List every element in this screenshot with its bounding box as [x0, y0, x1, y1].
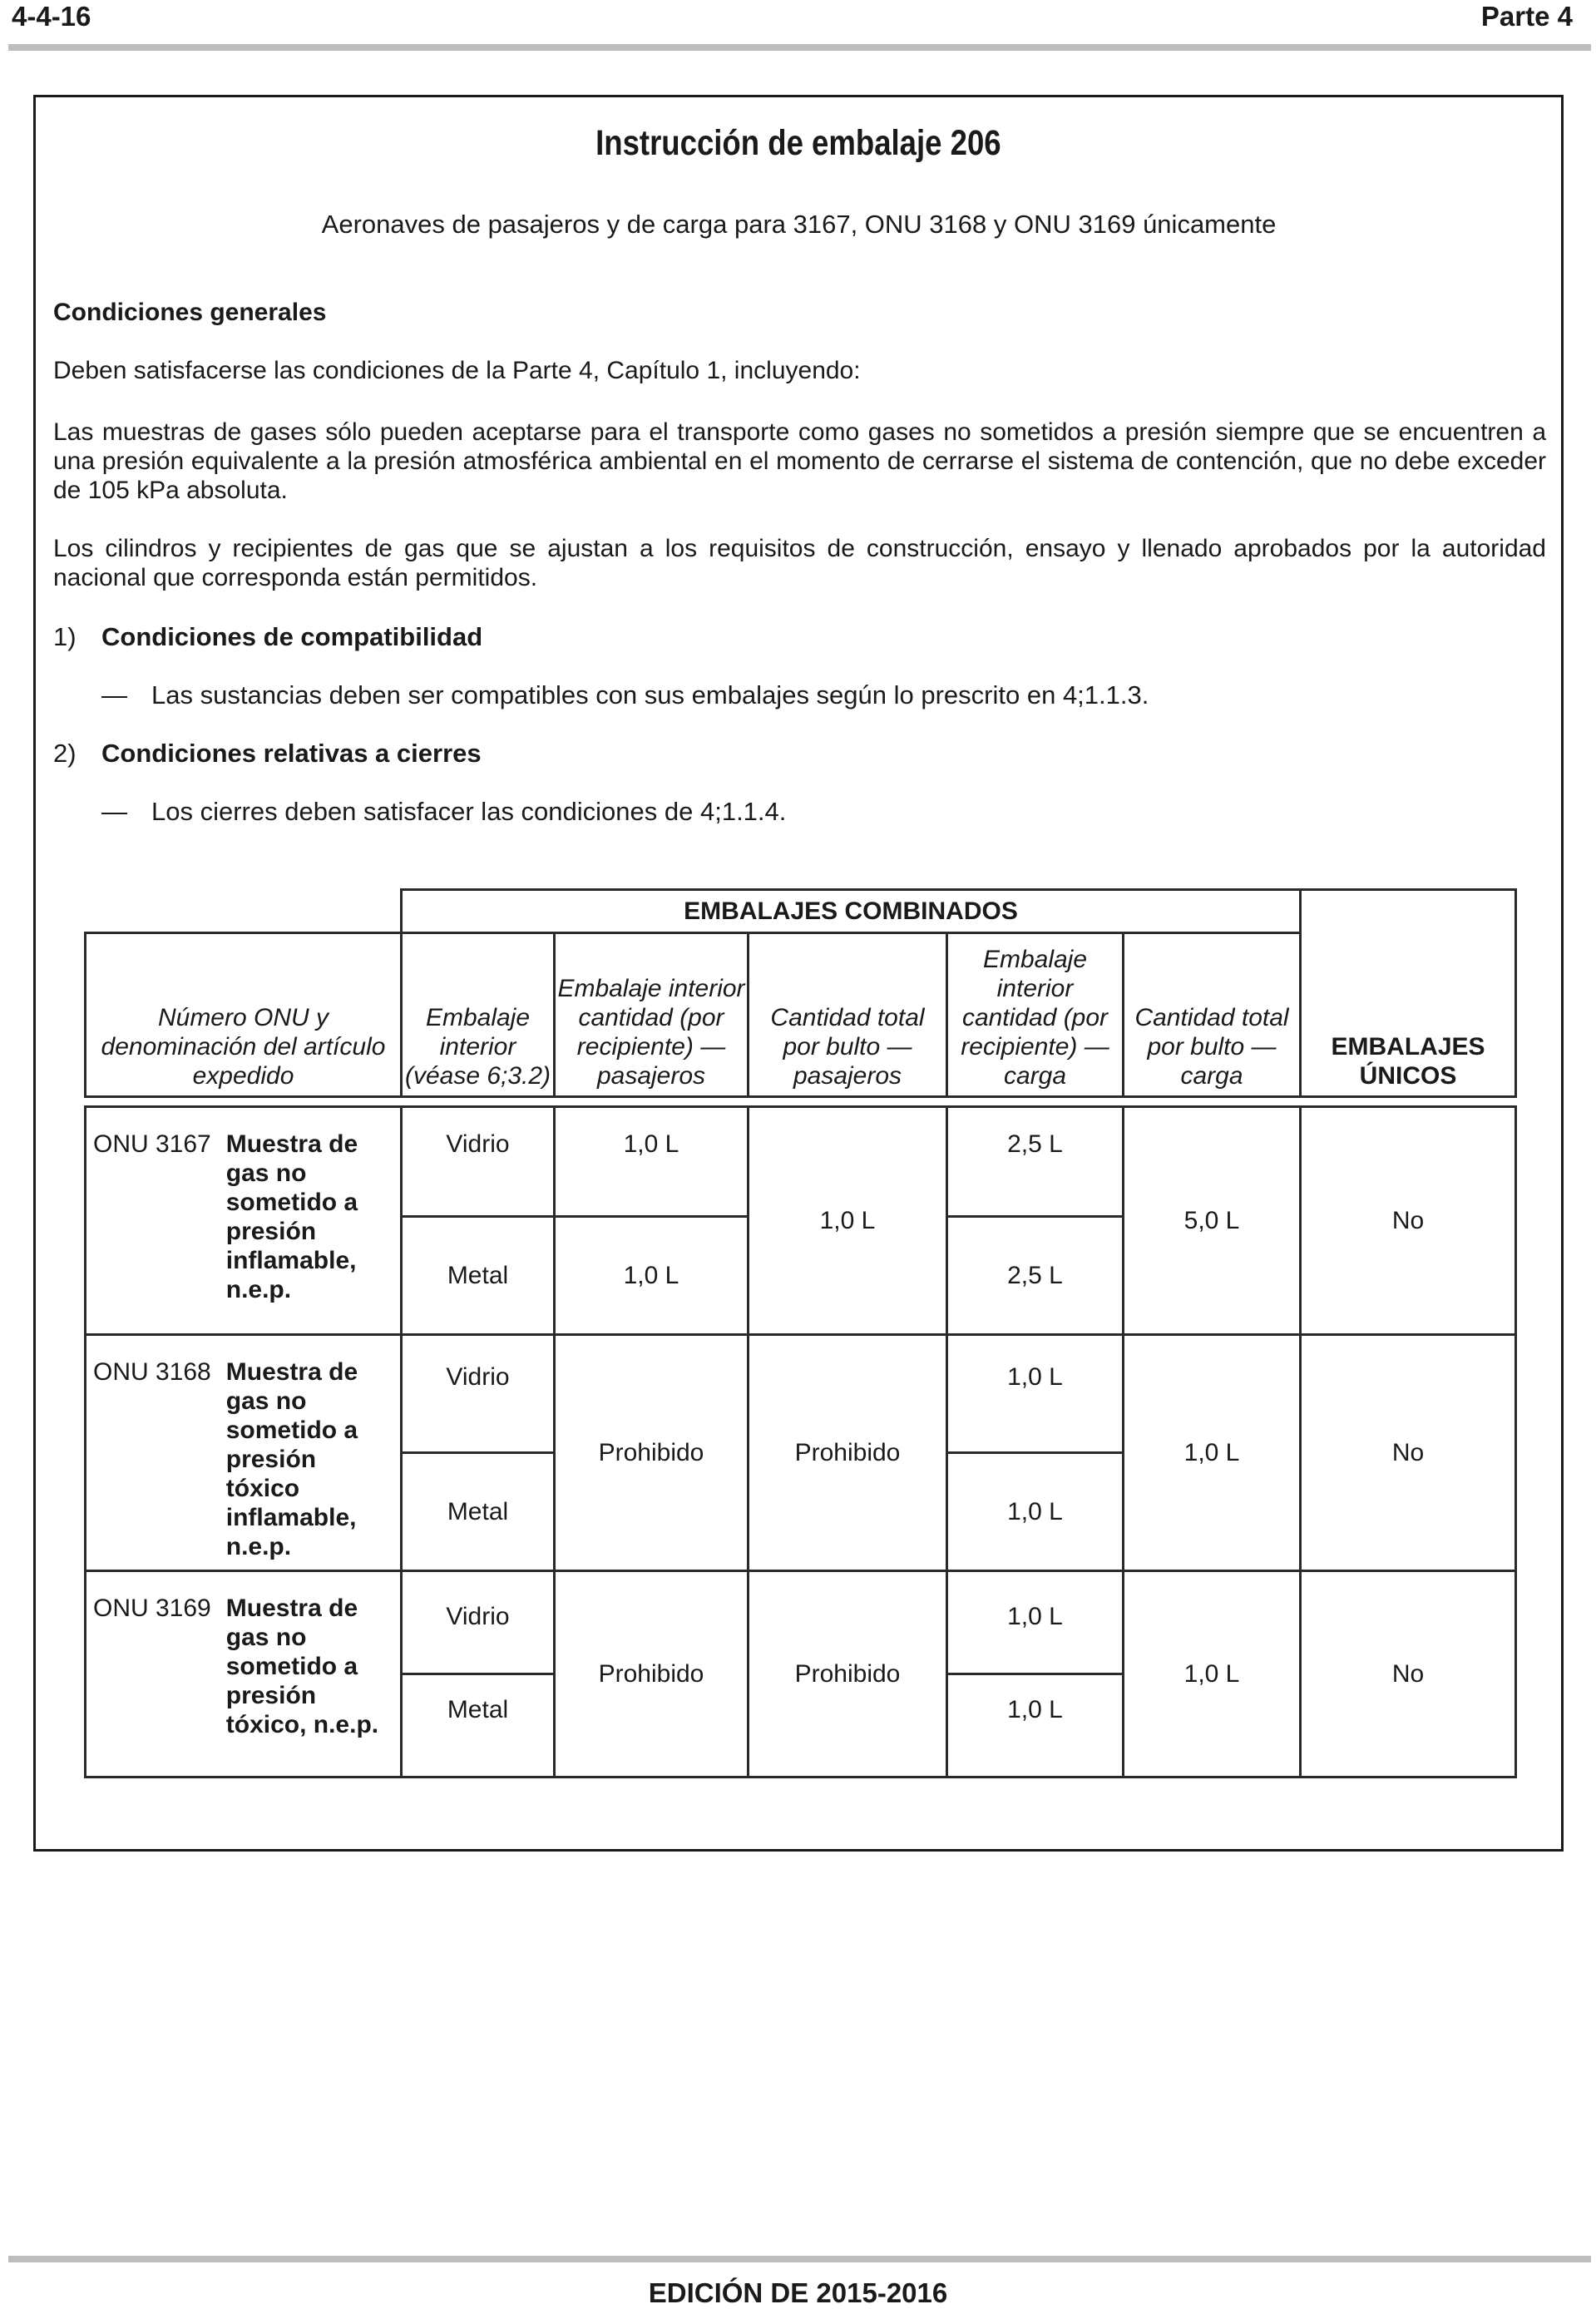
col-total-cargo-header: Cantidad total por bulto — carga [1124, 933, 1301, 1097]
table-header-blank [86, 890, 402, 933]
condition-1-number: 1) [53, 622, 77, 651]
inner-qty-cargo: 2,5 L [947, 1107, 1124, 1217]
combined-packagings-header: EMBALAJES COMBINADOS [402, 890, 1301, 933]
condition-1-dash: — [101, 680, 127, 710]
col-total-pax-header: Cantidad total por bulto — pasajeros [749, 933, 947, 1097]
inner-qty-cargo: 2,5 L [947, 1217, 1124, 1335]
condition-1-title: Condiciones de compatibilidad [101, 622, 483, 651]
inner-packaging: Metal [402, 1453, 555, 1571]
inner-qty-cargo: 1,0 L [947, 1453, 1124, 1571]
condition-2-title: Condiciones relativas a cierres [101, 739, 482, 768]
condition-1-text: Las sustancias deben ser compatibles con sus embalajes según lo prescrito en 4;1.1.3. [151, 680, 1149, 710]
total-qty-pax: 1,0 L [749, 1107, 947, 1335]
un-number: ONU 3167 [93, 1130, 211, 1158]
inner-qty-pax: 1,0 L [555, 1107, 749, 1217]
inner-packaging: Metal [402, 1674, 555, 1777]
inner-qty-pax: Prohibido [555, 1335, 749, 1571]
inner-packaging: Vidrio [402, 1335, 555, 1453]
shipping-name: Muestra de gas no sometido a presión inflamable, n.e.p. [225, 1130, 358, 1303]
col-inner-qty-cargo-header: Embalaje interior cantidad (por recipiente) — carga [947, 933, 1124, 1097]
condition-2-item [101, 797, 786, 827]
general-para-2: Los cilindros y recipientes de gas que se ajustan a los requisitos de construcción, ensayo y llenado aprobados por la autoridad nacional que corresponda están permitidos. [53, 535, 1546, 591]
part-label: Parte 4 [1480, 1, 1573, 32]
condition-2-dash: — [101, 797, 127, 826]
page-number: 4-4-16 [12, 1, 91, 32]
un-number: ONU 3169 [93, 1595, 211, 1622]
total-qty-cargo: 1,0 L [1124, 1335, 1301, 1571]
total-qty-pax: Prohibido [749, 1335, 947, 1571]
page-subtitle: Aeronaves de pasajeros y de carga para 3167, ONU 3168 y ONU 3169 únicamente [321, 210, 1277, 239]
total-qty-cargo: 1,0 L [1124, 1571, 1301, 1777]
inner-packaging: Metal [402, 1217, 555, 1335]
footer-rule [8, 2256, 1591, 2262]
header-rule [8, 44, 1591, 51]
inner-qty-pax: Prohibido [555, 1571, 749, 1777]
condition-1-heading [53, 622, 482, 652]
col-inner-header: Embalaje interior (véase 6;3.2) [402, 933, 555, 1097]
condition-2-text: Los cierres deben satisfacer las condiciones de 4;1.1.4. [151, 797, 787, 826]
inner-qty-cargo: 1,0 L [947, 1571, 1124, 1674]
general-heading: Condiciones generales [53, 299, 327, 326]
inner-qty-pax: 1,0 L [555, 1217, 749, 1335]
page-title: Instrucción de embalaje 206 [595, 123, 1001, 163]
inner-packaging: Vidrio [402, 1107, 555, 1217]
general-intro: Deben satisfacerse las condiciones de la Parte 4, Capítulo 1, incluyendo: [53, 357, 861, 384]
table-gap [86, 1097, 1516, 1107]
col-inner-qty-pax-header: Embalaje interior cantidad (por recipiente) — pasajeros [555, 933, 749, 1097]
table-row [86, 1107, 402, 1335]
edition-footer: EDICIÓN DE 2015-2016 [648, 2277, 948, 2308]
table-row [86, 1571, 402, 1777]
single-packagings: No [1301, 1335, 1516, 1571]
shipping-name: Muestra de gas no sometido a presión tóxico inflamable, n.e.p. [225, 1358, 358, 1560]
table-row [86, 1335, 402, 1571]
col-un-header: Número ONU y denominación del artículo expedido [86, 933, 402, 1097]
condition-2-number: 2) [53, 739, 77, 768]
condition-1-item [101, 680, 1149, 710]
inner-qty-cargo: 1,0 L [947, 1674, 1124, 1777]
condition-2-heading [53, 739, 482, 769]
single-packagings: No [1301, 1107, 1516, 1335]
total-qty-pax: Prohibido [749, 1571, 947, 1777]
shipping-name: Muestra de gas no sometido a presión tóxico, n.e.p. [225, 1595, 379, 1738]
single-packagings-header: EMBALAJES ÚNICOS [1301, 890, 1516, 1097]
inner-packaging: Vidrio [402, 1571, 555, 1674]
single-packagings: No [1301, 1571, 1516, 1777]
un-number: ONU 3168 [93, 1358, 211, 1386]
packing-table [84, 888, 1517, 1778]
inner-qty-cargo: 1,0 L [947, 1335, 1124, 1453]
total-qty-cargo: 5,0 L [1124, 1107, 1301, 1335]
general-para-1: Las muestras de gases sólo pueden aceptarse para el transporte como gases no sometidos a presión siempre que se encuentren a una presión equivalente a la presión atmosférica ambiental en el momento de cerrarse el sistema de contención, que no debe exceder de 105 kPa absoluta. [53, 418, 1546, 504]
